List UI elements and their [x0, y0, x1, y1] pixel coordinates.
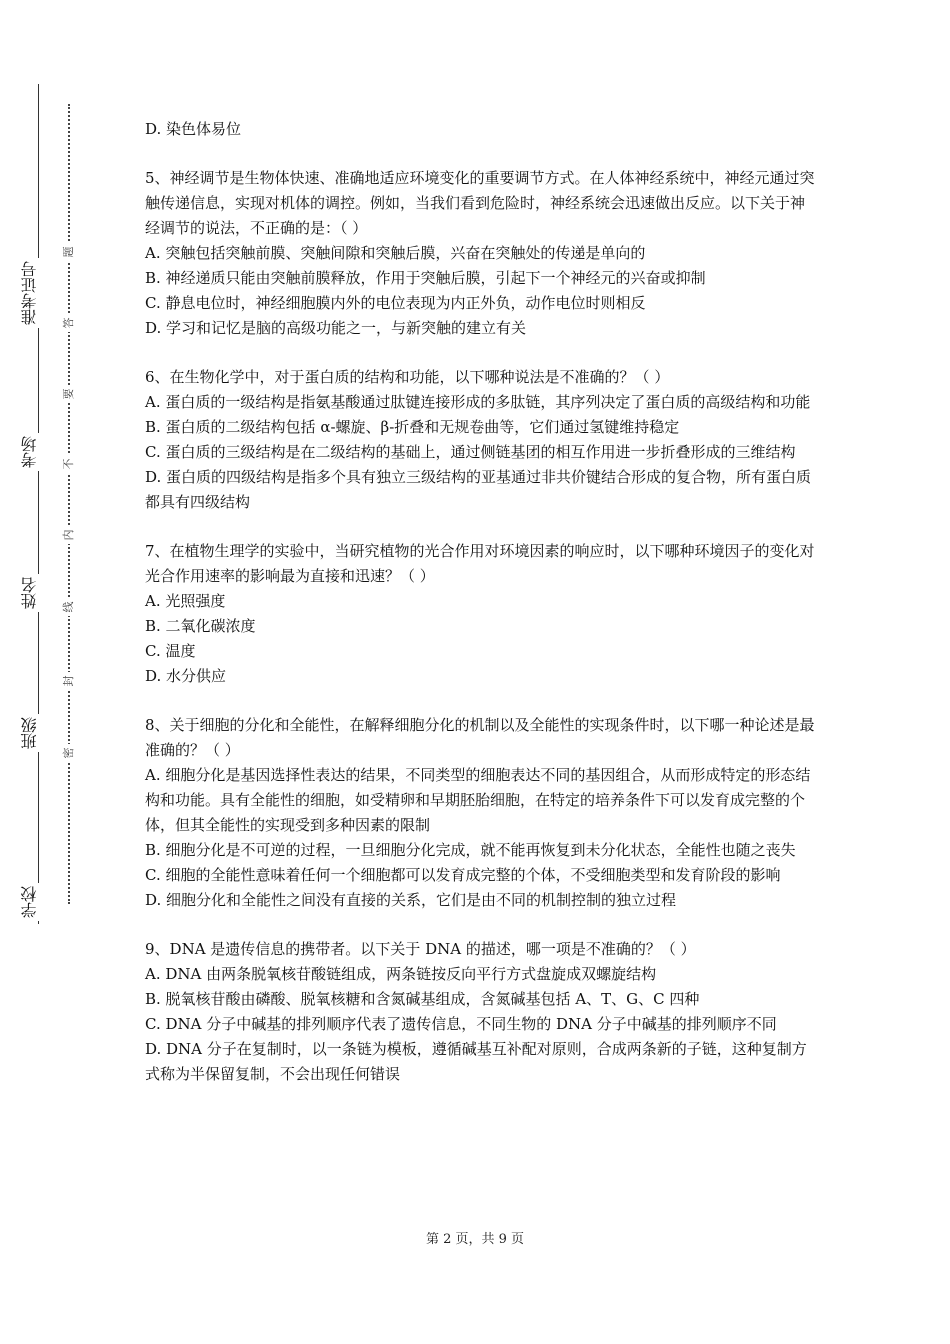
question-stem: 9、DNA 是遗传信息的携带者。以下关于 DNA 的描述，哪一项是不准确的？（ ）	[145, 940, 696, 958]
exam-room-label: 考场	[22, 433, 54, 471]
option-c: C. 温度	[145, 642, 196, 660]
seal-char: 要	[63, 385, 75, 403]
binding-margin	[0, 0, 80, 1344]
option-b: B. 细胞分化是不可逆的过程，一旦细胞分化完成，就不能再恢复到未分化状态，全能性也随之丧失	[145, 841, 796, 859]
option-a: A. 光照强度	[145, 592, 226, 610]
option-d: D. DNA 分子在复制时，以一条链为模板，遵循碱基互补配对原则，合成两条新的子链，这种复制方式称为半保留复制，不会出现任何错误	[145, 1040, 807, 1083]
option-d: D. 细胞分化和全能性之间没有直接的关系，它们是由不同的机制控制的独立过程	[145, 891, 677, 909]
seal-char: 答	[63, 314, 75, 332]
seal-char: 密	[63, 744, 75, 762]
question-7	[145, 539, 815, 689]
question-stem: 6、在生物化学中，对于蛋白质的结构和功能，以下哪种说法是不准确的？（ ）	[145, 368, 670, 386]
question-stem: 5、神经调节是生物体快速、准确地适应环境变化的重要调节方式。在人体神经系统中，神经元通过突触传递信息，实现对机体的调控。例如，当我们看到危险时，神经系统会迅速做出反应。以下关于神经调节的说法，不正确的是：（ ）	[145, 169, 815, 237]
class-label: 班级	[22, 714, 54, 752]
exam-id-label: 准考证号	[22, 258, 54, 328]
seal-char: 不	[63, 455, 75, 473]
option-a: A. 突触包括突触前膜、突触间隙和突触后膜，兴奋在突触处的传递是单向的	[145, 244, 646, 262]
school-label: 学校	[22, 883, 54, 921]
option-d: D. 水分供应	[145, 667, 227, 685]
option-d: D. 染色体易位	[145, 120, 242, 138]
seal-dotted-line	[68, 104, 70, 904]
question-8	[145, 713, 815, 913]
question-content	[145, 117, 815, 1111]
seal-char: 线	[63, 598, 75, 616]
option-c: C. 静息电位时，神经细胞膜内外的电位表现为内正外负，动作电位时则相反	[145, 294, 646, 312]
option-b: B. 二氧化碳浓度	[145, 617, 256, 635]
option-c: C. 细胞的全能性意味着任何一个细胞都可以发育成完整的个体，不受细胞类型和发育阶段的影响	[145, 866, 781, 884]
option-d: D. 学习和记忆是脑的高级功能之一，与新突触的建立有关	[145, 319, 527, 337]
option-b: B. 蛋白质的二级结构包括 α-螺旋、β-折叠和无规卷曲等，它们通过氢键维持稳定	[145, 418, 680, 436]
option-d: D. 蛋白质的四级结构是指多个具有独立三级结构的亚基通过非共价键结合形成的复合物，所有蛋白质都具有四级结构	[145, 468, 812, 511]
question-stem: 8、关于细胞的分化和全能性，在解释细胞分化的机制以及全能性的实现条件时，以下哪一种论述是最准确的？（ ）	[145, 716, 815, 759]
question-stem: 7、在植物生理学的实验中，当研究植物的光合作用对环境因素的响应时，以下哪种环境因子的变化对光合作用速率的影响最为直接和迅速？（ ）	[145, 542, 815, 585]
seal-char: 题	[63, 243, 75, 261]
option-a: A. DNA 由两条脱氧核苷酸链组成，两条链按反向平行方式盘旋成双螺旋结构	[145, 965, 657, 983]
option-b: B. 神经递质只能由突触前膜释放，作用于突触后膜，引起下一个神经元的兴奋或抑制	[145, 269, 706, 287]
page-number-footer: 第 2 页，共 9 页	[425, 1232, 525, 1247]
seal-char: 内	[63, 526, 75, 544]
option-c: C. DNA 分子中碱基的排列顺序代表了遗传信息，不同生物的 DNA 分子中碱基的排列顺序不同	[145, 1015, 777, 1033]
option-a: A. 蛋白质的一级结构是指氨基酸通过肽键连接形成的多肽链，其序列决定了蛋白质的高级结构和功能	[145, 393, 811, 411]
previous-question-continuation	[145, 117, 815, 142]
question-6	[145, 365, 815, 515]
seal-char: 封	[63, 672, 75, 690]
option-a: A. 细胞分化是基因选择性表达的结果，不同类型的细胞表达不同的基因组合，从而形成特定的形态结构和功能。具有全能性的细胞，如受精卵和早期胚胎细胞，在特定的培养条件下可以发育成完整的个体，但其全能性的实现受到多种因素的限制	[145, 766, 811, 834]
name-label: 姓名	[22, 574, 54, 612]
binding-solid-line	[38, 84, 39, 924]
question-5	[145, 166, 815, 341]
option-c: C. 蛋白质的三级结构是在二级结构的基础上，通过侧链基团的相互作用进一步折叠形成的三维结构	[145, 443, 796, 461]
option-b: B. 脱氧核苷酸由磷酸、脱氧核糖和含氮碱基组成，含氮碱基包括 A、T、G、C 四种	[145, 990, 700, 1008]
question-9	[145, 937, 815, 1087]
